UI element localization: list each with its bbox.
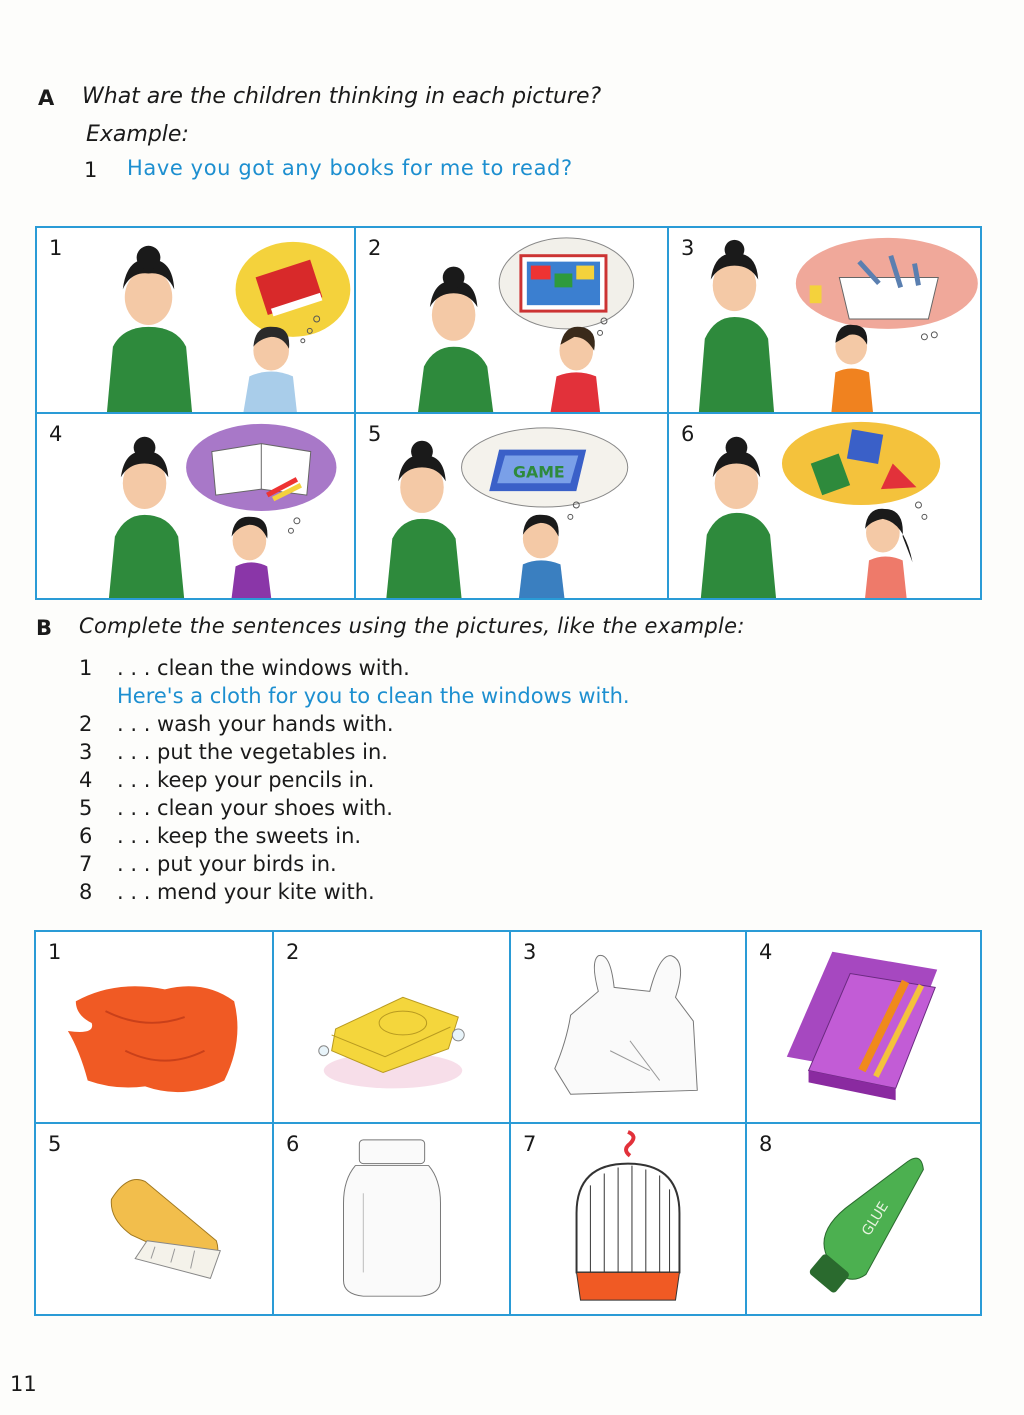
sentence-text: . . . keep the sweets in. <box>117 824 362 848</box>
object-number: 2 <box>286 940 300 964</box>
section-a-letter: A <box>38 86 55 110</box>
object-number: 1 <box>48 940 62 964</box>
jar-illustration <box>274 1124 509 1314</box>
glue-label: GLUE <box>858 1199 892 1239</box>
puzzle-thought-illustration <box>356 228 667 412</box>
picture-cell-5 <box>356 414 669 598</box>
section-a-instruction: What are the children thinking in each picture? <box>82 84 602 109</box>
object-cell-6 <box>274 1124 511 1314</box>
page-number: 11 <box>10 1372 37 1396</box>
object-cell-4 <box>747 932 980 1124</box>
cloth-illustration <box>36 932 272 1122</box>
section-b-letter: B <box>36 616 53 640</box>
object-cell-5 <box>36 1124 274 1314</box>
sentence-text: . . . put your birds in. <box>117 852 337 876</box>
pencil-box-illustration <box>747 932 980 1122</box>
object-number: 7 <box>523 1132 537 1156</box>
picture-cell-4 <box>37 414 356 598</box>
picture-number: 2 <box>368 236 382 260</box>
sentence-number: 1 <box>79 656 93 680</box>
stamps-thought-illustration <box>669 414 980 598</box>
sentence-number: 7 <box>79 852 93 876</box>
picture-cell-2 <box>356 228 669 414</box>
book-thought-illustration <box>37 228 354 412</box>
object-number: 5 <box>48 1132 62 1156</box>
game-box-label: GAME <box>512 462 565 482</box>
object-cell-1 <box>36 932 274 1124</box>
section-b-instruction: Complete the sentences using the pictures, like the example: <box>79 614 745 638</box>
picture-number: 5 <box>368 422 382 446</box>
picture-cell-6 <box>669 414 980 598</box>
sentence-text: . . . mend your kite with. <box>117 880 375 904</box>
sentence-text: . . . wash your hands with. <box>117 712 394 736</box>
glue-tube-illustration <box>747 1124 980 1314</box>
object-cell-7 <box>511 1124 747 1314</box>
thinking-picture-grid <box>35 226 982 600</box>
picture-number: 4 <box>49 422 63 446</box>
example-label: Example: <box>86 122 189 147</box>
object-number: 8 <box>759 1132 773 1156</box>
sentence-text: . . . clean the windows with. <box>117 656 410 680</box>
object-number: 4 <box>759 940 773 964</box>
brush-illustration <box>36 1124 272 1314</box>
section-b-example-answer: Here's a cloth for you to clean the windows with. <box>117 684 630 708</box>
picture-number: 1 <box>49 236 63 260</box>
sentence-number: 5 <box>79 796 93 820</box>
picture-cell-1 <box>37 228 356 414</box>
soap-illustration <box>274 932 509 1122</box>
model-thought-illustration <box>669 228 980 412</box>
object-picture-grid <box>34 930 982 1316</box>
example-answer: Have you got any books for me to read? <box>127 156 573 180</box>
picture-number: 3 <box>681 236 695 260</box>
plastic-bag-illustration <box>511 932 745 1122</box>
object-number: 3 <box>523 940 537 964</box>
sentence-text: . . . clean your shoes with. <box>117 796 393 820</box>
sentence-number: 2 <box>79 712 93 736</box>
object-cell-8 <box>747 1124 980 1314</box>
sentence-number: 6 <box>79 824 93 848</box>
sentence-number: 8 <box>79 880 93 904</box>
example-number: 1 <box>84 158 98 182</box>
sentence-text: . . . put the vegetables in. <box>117 740 388 764</box>
object-cell-2 <box>274 932 511 1124</box>
object-number: 6 <box>286 1132 300 1156</box>
sentence-number: 3 <box>79 740 93 764</box>
sentence-text: . . . keep your pencils in. <box>117 768 375 792</box>
sentence-number: 4 <box>79 768 93 792</box>
picture-number: 6 <box>681 422 695 446</box>
picture-cell-3 <box>669 228 980 414</box>
object-cell-3 <box>511 932 747 1124</box>
colouring-book-thought-illustration <box>37 414 354 598</box>
game-thought-illustration <box>356 414 667 598</box>
bird-cage-illustration <box>511 1124 745 1314</box>
